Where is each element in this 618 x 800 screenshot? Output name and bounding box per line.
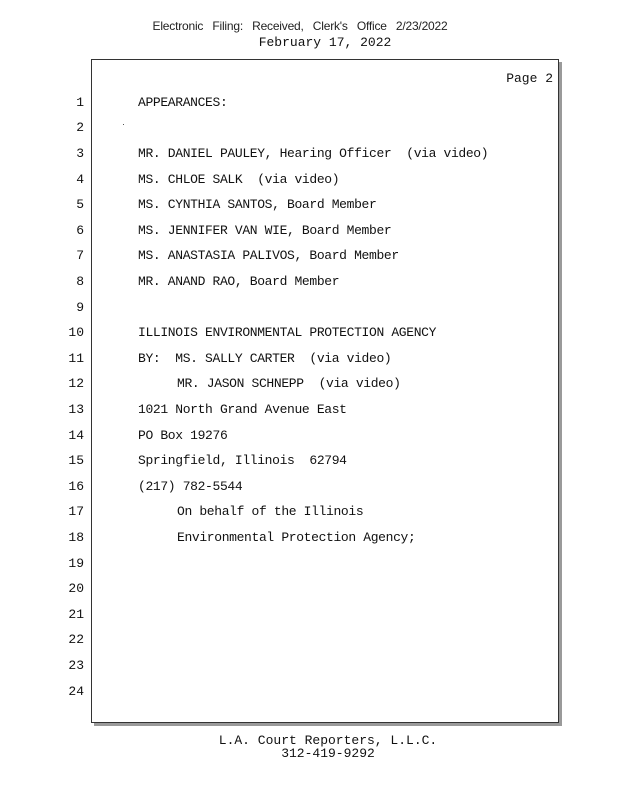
line-text: Springfield, Illinois 62794 (138, 453, 347, 468)
line-number: 19 (68, 556, 84, 571)
line-number: 9 (76, 300, 84, 315)
electronic-filing-stamp: Electronic Filing: Received, Clerk's Office 2/23/2022 (152, 19, 448, 33)
line-number: 4 (76, 172, 84, 187)
line-number: 1 (76, 95, 84, 110)
line-number: 5 (76, 197, 84, 212)
line-text: MS. ANASTASIA PALIVOS, Board Member (138, 248, 399, 263)
line-number: 2 (76, 120, 84, 135)
line-text: 1021 North Grand Avenue East (138, 402, 347, 417)
line-number: 11 (68, 351, 84, 366)
line-number: 10 (68, 325, 84, 340)
line-number: 22 (68, 632, 84, 647)
line-text: BY: MS. SALLY CARTER (via video) (138, 351, 392, 366)
transcript-date: February 17, 2022 (258, 35, 392, 50)
line-number: 16 (68, 479, 84, 494)
stray-mark (123, 124, 124, 125)
line-text: ILLINOIS ENVIRONMENTAL PROTECTION AGENCY (138, 325, 437, 340)
line-text: MR. ANAND RAO, Board Member (138, 274, 340, 289)
line-number: 21 (68, 607, 84, 622)
line-number: 15 (68, 453, 84, 468)
footer-phone: 312-419-9292 (281, 746, 375, 761)
footer-company: L.A. Court Reporters, L.L.C. (218, 733, 438, 748)
line-number: 24 (68, 684, 84, 699)
line-number: 8 (76, 274, 84, 289)
line-number: 13 (68, 402, 84, 417)
line-number: 20 (68, 581, 84, 596)
line-number: 23 (68, 658, 84, 673)
line-text: MS. CYNTHIA SANTOS, Board Member (138, 197, 377, 212)
line-number: 7 (76, 248, 84, 263)
line-text: MR. JASON SCHNEPP (via video) (177, 376, 401, 391)
line-text: MR. DANIEL PAULEY, Hearing Officer (via video) (138, 146, 489, 161)
page-number: Page 2 (506, 71, 553, 86)
line-number: 12 (68, 376, 84, 391)
line-number: 6 (76, 223, 84, 238)
line-number: 17 (68, 504, 84, 519)
line-text: PO Box 19276 (138, 428, 228, 443)
line-text: Environmental Protection Agency; (177, 530, 416, 545)
line-text: (217) 782-5544 (138, 479, 243, 494)
line-text: MS. JENNIFER VAN WIE, Board Member (138, 223, 392, 238)
line-text: MS. CHLOE SALK (via video) (138, 172, 340, 187)
line-text: APPEARANCES: (138, 95, 228, 110)
line-number: 14 (68, 428, 84, 443)
line-text: On behalf of the Illinois (177, 504, 364, 519)
line-number: 18 (68, 530, 84, 545)
line-number: 3 (76, 146, 84, 161)
